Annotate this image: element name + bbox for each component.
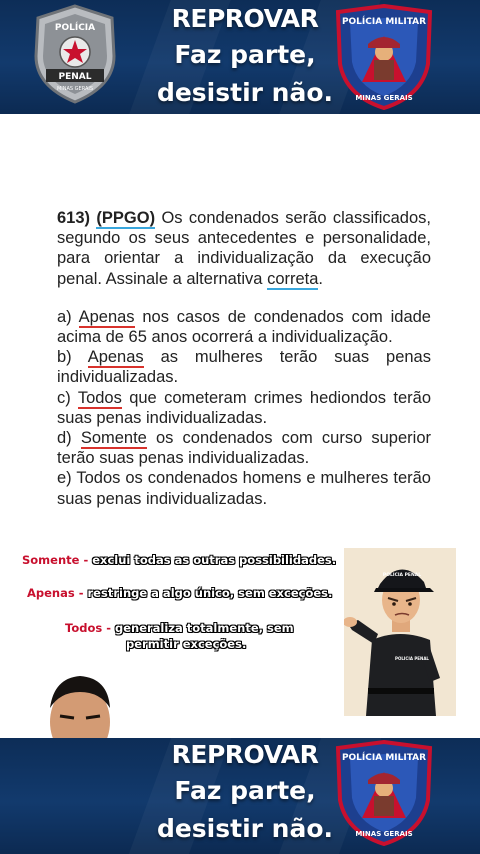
option-keyword: Somente xyxy=(80,429,147,448)
question-source: (PPGO) xyxy=(96,209,156,227)
officer-illustration xyxy=(344,548,456,716)
question-number: 613) xyxy=(57,209,91,227)
policia-militar-badge-icon xyxy=(334,740,434,846)
option-a[interactable]: a) Apenas nos casos de condenados com idade acima de 65 anos ocorrerá a individualização. xyxy=(57,307,431,347)
badge-pm-bottom: MINAS GERAIS xyxy=(355,94,413,102)
question-text: Os condenados serão classificados, segundo os seus antecedentes e personalidade, para orientar a individualização da execução penal. Assinale a alternativa xyxy=(57,209,431,288)
badge-penal-sub: MINAS GERAIS xyxy=(56,86,94,92)
character-shirt-text: POLICIA PENAL xyxy=(395,656,429,661)
keyword-apenas: Apenas - restringe a algo único, sem exceções. xyxy=(27,586,333,600)
option-keyword: Apenas xyxy=(87,348,144,367)
banner-bottom-line-2: Faz parte, xyxy=(174,776,316,805)
keyword-somente: Somente - exclui todas as outras possibilidades. xyxy=(22,553,337,567)
officer-character-icon xyxy=(344,548,456,716)
banner-line-3: desistir não. xyxy=(156,78,334,107)
policia-penal-badge-icon xyxy=(30,4,120,104)
option-keyword: Apenas xyxy=(78,307,135,326)
option-b[interactable]: b) Apenas as mulheres terão suas penas individualizadas. xyxy=(57,348,431,387)
answer-options xyxy=(57,307,431,509)
question-stem: 613) (PPGO) Os condenados serão classificados, segundo os seus antecedentes e personalidade, para orientar a individualização da execução penal. Assinale a alternativa correta. xyxy=(57,209,431,288)
badge-pm-b-top: POLÍCIA MILITAR xyxy=(341,753,427,763)
badge-pm-b-bottom: MINAS GERAIS xyxy=(355,830,413,838)
banner-line-1: REPROVAR xyxy=(171,4,319,33)
badge-penal-bottom: PENAL xyxy=(58,72,92,82)
keyword-todos: Todos - generaliza totalmente, sem xyxy=(65,621,294,635)
option-d[interactable]: d) Somente os condenados com curso superior terão suas penas individualizadas. xyxy=(57,429,431,468)
banner-line-2: Faz parte, xyxy=(174,40,316,69)
keyword-todos-line2: permitir exceções. xyxy=(126,637,247,651)
policia-militar-badge-icon xyxy=(334,4,434,110)
option-keyword: Todos xyxy=(77,388,122,407)
character-cap-text: POLICIA PENAL xyxy=(382,573,422,578)
option-e[interactable]: e) Todos os condenados homens e mulheres terão suas penas individualizadas. xyxy=(57,469,431,508)
banner-bottom-line-1: REPROVAR xyxy=(171,740,319,769)
question-block xyxy=(57,208,431,509)
option-c[interactable]: c) Todos que cometeram crimes hediondos terão suas penas individualizadas. xyxy=(57,388,432,427)
top-banner xyxy=(0,0,480,114)
question-keyword-correta: correta xyxy=(267,269,319,288)
badge-pm-top: POLÍCIA MILITAR xyxy=(341,17,427,27)
badge-penal-top: POLÍCIA xyxy=(54,23,96,33)
banner-bottom-line-3: desistir não. xyxy=(156,814,334,843)
banner-headline xyxy=(140,2,350,112)
banner-headline-bottom xyxy=(140,738,350,848)
